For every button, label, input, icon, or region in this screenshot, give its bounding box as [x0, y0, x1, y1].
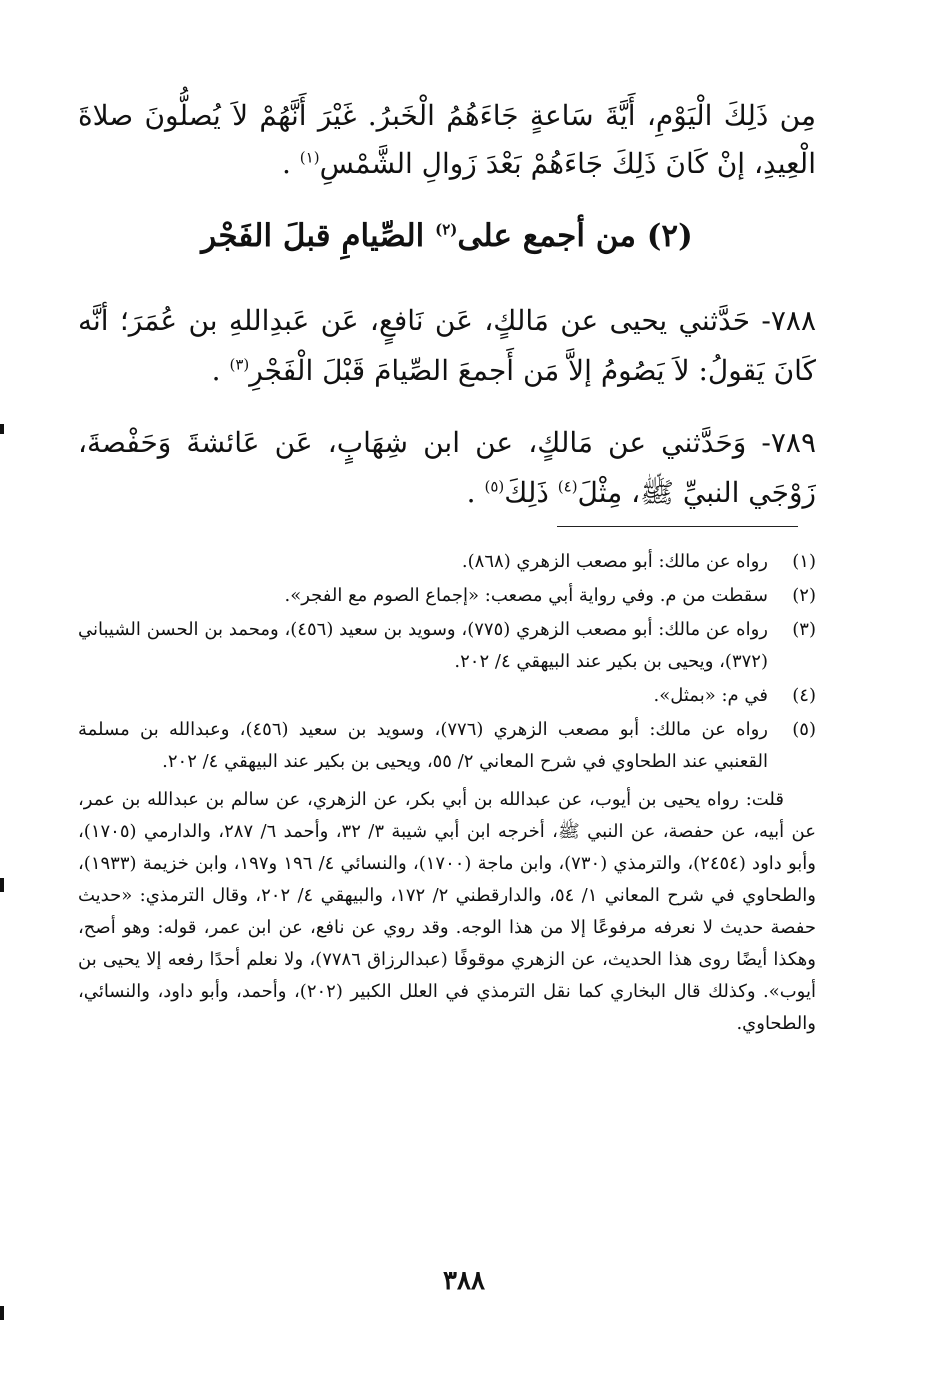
- paragraph-continuation: مِن ذَلِكَ الْيَوْمِ، أَيَّةَ سَاعةٍ جَاءَهُمُ الْخَبرُ. غَيْرَ أَنَّهُمْ لاَ يُصلُّونَ صلاةَ الْعِيدِ، إنْ كَانَ ذَلِكَ جَاءَهُمْ بَعْدَ زَوالِ الشَّمْسِ$^{(١)}$ .: [78, 99, 816, 180]
- editor-commentary: قلت: رواه يحيى بن أيوب، عن عبدالله بن أبي بكر، عن الزهري، عن سالم بن عبدالله بن عمر، عن أبيه، عن حفصة، عن النبي ﷺ، أخرجه ابن أبي شيبة ٣/ ٣٢، وأحمد ٦/ ٢٨٧، والدارمي (١٧٠٥)، وأبو داود (٢٤٥٤)، والترمذي (٧٣٠)، وابن ماجة (١٧٠٠)، والنسائي ٤/ ١٩٦ و١٩٧، وابن خزيمة (١٩٣٣)، والطحاوي في شرح المعاني ١/ ٥٤، والدارقطني ٢/ ١٧٢، والبيهقي ٤/ ٢٠٢، وقال الترمذي: «حديث حفصة حديث لا نعرفه مرفوعًا إلا من هذا الوجه. وقد روي عن نافع، عن ابن عمر، قوله: وهو أصح، وهكذا أيضًا روى هذا الحديث، عن الزهري موقوفًا (عبدالرزاق ٧٧٨٦)، ولا نعلم أحدًا رفعه إلا يحيى بن أيوب». وكذلك قال البخاري كما نقل الترمذي في العلل الكبير (٢٠٢)، وأحمد، وأبو داود، والنسائي، والطحاوي.: [78, 789, 816, 1034]
- footnote-ref: (٢): [435, 220, 458, 239]
- hadith-789: ٧٨٩- وَحَدَّثني عن مَالكٍ، عن ابن شِهَابٍ، عَن عَائشةَ وَحَفْصةَ، زَوْجَي النبيِّ ﷺ، مِثْلَ$^{(٤)}$ ذَلِكَ$^{(٥)}$ .: [78, 426, 816, 509]
- footnote-number: (٢): [792, 585, 816, 606]
- footnote-number: (٣): [792, 619, 816, 640]
- footnote-text: رواه عن مالك: أبو مصعب الزهري (٧٧٦)، وسويد بن سعيد (٤٥٦)، وعبدالله بن مسلمة القعنبي عند الطحاوي في شرح المعاني ٢/ ٥٥، ويحيى بن بكير عند البيهقي ٤/ ٢٠٢.: [78, 719, 768, 772]
- page-number: ٣٨٨: [443, 1266, 485, 1296]
- footnote-ref: (٥): [484, 477, 505, 496]
- hadith-788: ٧٨٨- حَدَّثني يحيى عن مَالكٍ، عَن نَافعٍ، عَن عَبدِاللهِ بن عُمَرَ؛ أنَّه كَانَ يَقولُ: لاَ يَصُومُ إلاَّ مَن أَجمعَ الصِّيامَ قَبْلَ الْفَجْرِ$^{(٣)}$ .: [78, 304, 816, 387]
- footnote-text: رواه عن مالك: أبو مصعب الزهري (٨٦٨).: [461, 551, 768, 572]
- footnote-text: رواه عن مالك: أبو مصعب الزهري (٧٧٥)، وسويد بن سعيد (٤٥٦)، ومحمد بن الحسن الشيباني (٣٧٢)، ويحيى بن بكير عند البيهقي ٤/ ٢٠٢.: [78, 619, 768, 672]
- scan-edge-mark: [0, 424, 4, 434]
- footnote-number: (١): [792, 551, 816, 572]
- footnote-ref: (١): [299, 148, 320, 167]
- footnote-number: (٥): [792, 719, 816, 740]
- paragraph-text: مِن ذَلِكَ الْيَوْمِ، أَيَّةَ سَاعةٍ جَاءَهُمُ الْخَبرُ. غَيْرَ أَنَّهُمْ لاَ يُصلُّونَ صلاةَ الْعِيدِ، إنْ كَانَ ذَلِكَ جَاءَهُمْ بَعْدَ زَوالِ الشَّمْسِ: [78, 99, 816, 180]
- scan-edge-mark: [0, 878, 4, 892]
- footnote-text: في م: «بمثل».: [653, 685, 768, 706]
- footnote: [78, 614, 816, 678]
- footnotes: [78, 546, 816, 1040]
- footnote-ref: (٤): [557, 477, 578, 496]
- footnote: [78, 546, 816, 578]
- footnote-number: (٤): [792, 685, 816, 706]
- footnote: [78, 714, 816, 778]
- footnote-text: سقطت من م. وفي رواية أبي مصعب: «إجماع الصوم مع الفجر».: [284, 585, 768, 606]
- footnote: [78, 580, 816, 612]
- scan-edge-mark: [0, 1306, 4, 1320]
- footnote-separator: [557, 526, 798, 527]
- section-heading: (٢) من أجمع على$^{(٢)}$ الصِّيامِ قبلَ الفَجْر: [201, 218, 693, 254]
- footnote-ref: (٣): [229, 355, 250, 374]
- footnote: [78, 680, 816, 712]
